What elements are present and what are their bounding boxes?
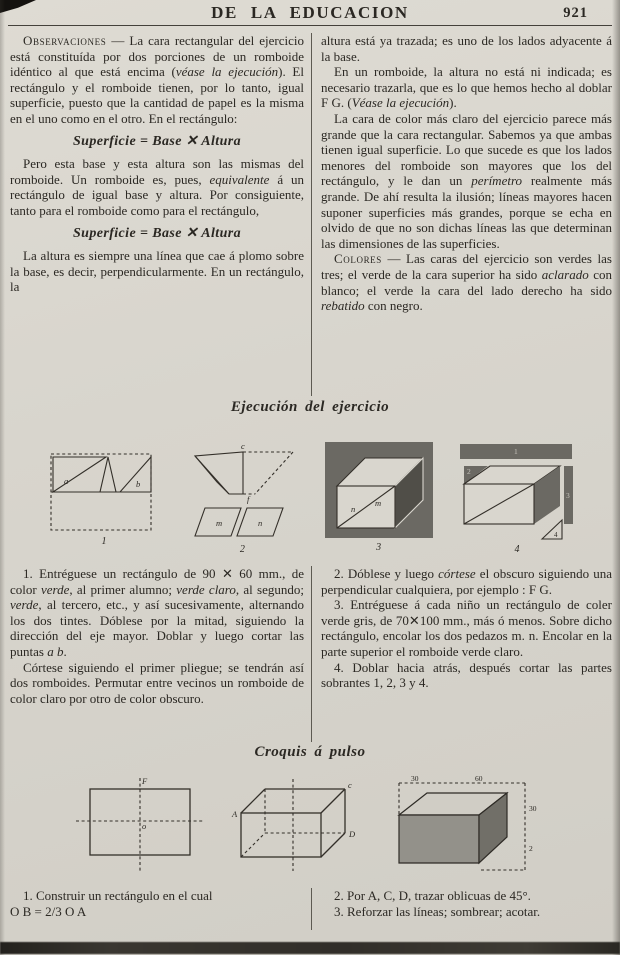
- dimension-label: 30: [411, 775, 419, 783]
- figure-number: 3: [376, 542, 382, 553]
- figure-label: b: [136, 479, 141, 489]
- box-front-face-shaded: [399, 815, 479, 863]
- formula-superficie-2: Superficie = Base ✕ Altura: [72, 225, 242, 241]
- bottom-right-oblique: [321, 833, 345, 857]
- page-number: 921: [563, 5, 588, 21]
- scan-edge-shadow-right: [612, 0, 620, 955]
- scan-edge-shadow-left: [0, 0, 5, 955]
- point-label: A: [231, 809, 237, 819]
- figure-label: n: [258, 518, 263, 528]
- front-face-outline: [241, 813, 321, 857]
- croquis-notes-section: [10, 888, 612, 930]
- fold-triangle: [100, 457, 116, 492]
- paragraph: La altura es siempre una línea que cae á plomo sobre la base, es decir, perpendicularmente. En un rectángulo, la: [10, 248, 304, 295]
- croquis-shaded-box: [385, 775, 540, 883]
- section-heading-ejecucion: Ejecución del ejercicio: [230, 399, 390, 415]
- figure-label: c: [241, 442, 246, 451]
- figure-number: 1: [101, 536, 107, 547]
- figure-label: n: [350, 504, 355, 514]
- notes-right-column: [311, 888, 612, 930]
- formula-superficie-1: Superficie = Base ✕ Altura: [72, 133, 242, 149]
- figure-label: m: [374, 498, 381, 508]
- croquis-figure-2: [229, 775, 364, 875]
- figure-1-diagram: [48, 442, 160, 534]
- dimension-label: 60: [475, 775, 483, 783]
- paragraph-text: — La cara rectangular del ejercicio está constituída por dos porciones de un romboide idéntico al que está encima (véase la ejecución). El rectángulo y el romboide tienen, por lo tanto, igual superficie, puesto que la cantidad de papel es la misma en el uno como en el otro. En el rectángulo:: [10, 33, 304, 126]
- scan-bottom-shadow: [0, 942, 620, 954]
- note-line: 1. Construir un rectángulo en el cual: [23, 888, 213, 903]
- step-2: 2. Dóblese y luego córtese el obscuro siguiendo una perpendicular cualquiera, por ejemplo : F G.: [321, 566, 612, 597]
- paragraph: En un romboide, la altura no está ni indicada; es necesario trazarla, que es lo que hemos hecho al doblar F G. (Véase la ejecución).: [321, 64, 612, 111]
- step-3: 3. Entréguese á cada niño un rectángulo de coler verde gris, de 70✕100 mm., más ó menos. Sobre dicho rectángulo, encolar los dos pedazos m. n. Encolar en la parte superior el romboide verde claro.: [321, 597, 612, 659]
- figure-4-diagram: [456, 442, 578, 542]
- figure-folded-rectangle: [48, 442, 160, 547]
- notes-left-column: [10, 888, 311, 930]
- croquis-wireframe-box: [229, 775, 364, 875]
- figure-rhomboid-pieces: [183, 442, 301, 555]
- intro-right-column: [311, 33, 612, 396]
- croquis-figures-row: [0, 775, 620, 883]
- figure-number: 4: [514, 544, 520, 555]
- step-1: 1. Entréguese un rectángulo de 90 ✕ 60 mm., de color verde, al primer alumno; verde claro, al segundo; verde, al tercero, etc., y así sucesivamente, alternando los dos tintes. Dóblese por la mitad, siguiendo la dirección del eje mayor. Doblar y luego cortar las puntas a b.: [10, 566, 304, 659]
- part-label: 2: [466, 467, 471, 476]
- figure-label: f: [247, 494, 250, 504]
- intro-section: [10, 33, 612, 396]
- dashed-edge: [255, 452, 293, 494]
- part-label: 4: [553, 531, 558, 539]
- paragraph: La cara de color más claro del ejercicio parece más grande que la cara rectangular. Sabemos ya que ambas tienen igual superficie. Lo que sucede es que los lados menores del romboide son mayores que los del rectángulo, y le dan un perímetro realmente más grande. De ahí resulta la ilusión; líneas mayores hacen suponer superficies más grandes, porque se echa en olvido de que no son dichas líneas las que determinan las dimensiones de las superficies.: [321, 110, 613, 251]
- note-line: 3. Reforzar las líneas; sombrear; acotar.: [334, 904, 541, 919]
- note-line: O B = 2/3 O A: [10, 904, 87, 919]
- dimension-label: 2: [529, 844, 533, 853]
- lead-word: Colores: [334, 251, 382, 267]
- instructions-left-column: [10, 566, 311, 742]
- intro-left-column: [10, 33, 311, 396]
- step-1b: Córtese siguiendo el primer pliegue; se tendrán así dos romboides. Permutar entre vecinos un romboide de color claro por otro de color obscuro.: [10, 659, 304, 706]
- figure-box-with-cut-parts: [456, 442, 578, 555]
- point-label: F: [142, 776, 148, 786]
- paragraph-observaciones: [10, 33, 304, 127]
- triangle-a: [53, 457, 106, 492]
- left-oblique: [241, 789, 265, 813]
- figure-2-diagram: [183, 442, 301, 542]
- header-rule: [8, 25, 612, 26]
- lead-word: Observaciones: [23, 33, 107, 48]
- part-label: 3: [565, 491, 570, 500]
- figure-label: m: [216, 518, 223, 528]
- paragraph: altura está ya trazada; es uno de los lados adyacente á la base.: [321, 33, 612, 64]
- page-title: DE LA EDUCACION: [211, 3, 409, 22]
- paragraph: Pero esta base y esta altura son las mismas del romboide. Un romboide es, pues, equivalente á un rectángulo de igual base y altura. Por consiguiente, tanto para el romboide como para el rectángulo,: [10, 156, 304, 218]
- step-4: 4. Doblar hacia atrás, después cortar las partes sobrantes 1, 2, 3 y 4.: [321, 659, 612, 691]
- section-heading-croquis: Croquis á pulso: [254, 744, 366, 760]
- hidden-edge-dashed: [241, 833, 265, 857]
- right-oblique: [321, 789, 345, 813]
- instructions-section: [10, 566, 612, 742]
- figure-box-on-dark: [325, 442, 433, 553]
- point-label: D: [348, 829, 355, 839]
- figure-number: 2: [239, 544, 245, 555]
- croquis-figure-1: [72, 775, 207, 875]
- croquis-figure-3: [385, 775, 540, 883]
- page-header: [10, 3, 610, 23]
- figure-label: a: [64, 476, 69, 486]
- note-line: 2. Por A, C, D, trazar oblicuas de 45°.: [334, 888, 531, 903]
- paragraph-text: — Las caras del ejercicio son verdes las tres; el verde de la cara superior ha sido aclarado con blanco; el verde la cara del lado derecho ha sido rebatido con negro.: [321, 251, 612, 314]
- croquis-rectangle-axes: [72, 775, 207, 875]
- instructions-right-column: [311, 566, 612, 742]
- execution-figures-row: [0, 442, 620, 555]
- folded-shape: [195, 452, 243, 494]
- triangle-part4: [542, 520, 562, 539]
- point-label: o: [142, 821, 147, 831]
- dimension-label: 30: [529, 804, 537, 813]
- paragraph-colores: [321, 251, 612, 313]
- part-label: 1: [513, 447, 518, 456]
- point-label: c: [347, 780, 352, 790]
- figure-3-diagram: [325, 442, 433, 540]
- rectangle-outline: [90, 789, 190, 855]
